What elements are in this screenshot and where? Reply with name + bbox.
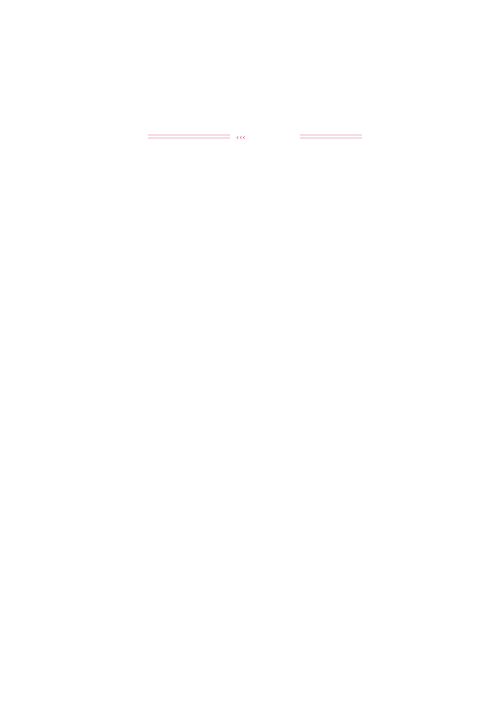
section-banner <box>140 128 370 150</box>
pig-iron-chart <box>140 527 360 593</box>
banner-chevrons-icon: ‹‹‹ <box>236 133 246 142</box>
